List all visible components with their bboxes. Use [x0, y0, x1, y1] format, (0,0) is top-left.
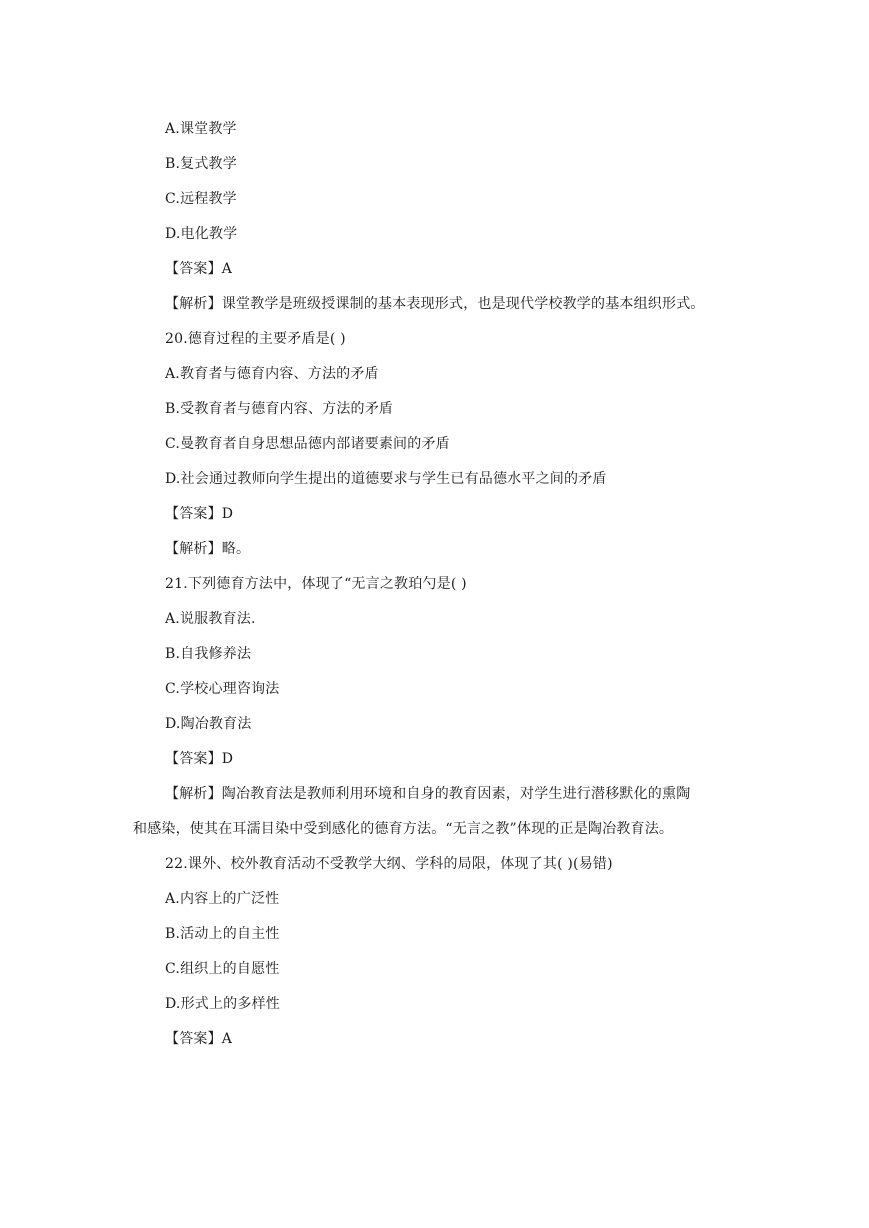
q21-option-b: B.自我修养法 — [165, 646, 252, 662]
q19-answer: 【答案】A — [165, 261, 233, 277]
q22-question: 22.课外、校外教育活动不受教学大纲、学科的局限，体现了其( )(易错) — [165, 856, 613, 872]
q20-question: 20.德育过程的主要矛盾是( ) — [165, 331, 346, 347]
q22-answer: 【答案】A — [165, 1031, 233, 1047]
q22-option-c: C.组织上的自愿性 — [165, 961, 280, 977]
q20-option-c: C.曼教育者自身思想品德内部诸要素间的矛盾 — [165, 436, 450, 452]
q19-option-b: B.复式教学 — [165, 156, 237, 172]
q20-option-d: D.社会通过教师向学生提出的道德要求与学生已有品德水平之间的矛盾 — [165, 471, 607, 487]
q21-explanation-line2: 和感染，使其在耳濡目染中受到感化的德育方法。“无言之教”体现的正是陶冶教育法。 — [133, 821, 674, 837]
q21-question: 21.下列德育方法中，体现了“无言之教珀勺是( ) — [165, 576, 467, 592]
q21-explanation-line1: 【解析】陶冶教育法是教师利用环境和自身的教育因素，对学生进行潜移默化的熏陶 — [165, 786, 691, 802]
q21-answer: 【答案】D — [165, 751, 234, 767]
q22-option-b: B.活动上的自主性 — [165, 926, 280, 942]
q21-option-d: D.陶冶教育法 — [165, 716, 252, 732]
q20-option-a: A.教育者与德育内容、方法的矛盾 — [165, 366, 379, 382]
q21-option-c: C.学校心理咨询法 — [165, 681, 280, 697]
q19-explanation: 【解析】课堂教学是班级授课制的基本表现形式，也是现代学校教学的基本组织形式。 — [165, 296, 705, 312]
q20-answer: 【答案】D — [165, 506, 234, 522]
q20-option-b: B.受教育者与德育内容、方法的矛盾 — [165, 401, 394, 417]
q20-explanation: 【解析】略。 — [165, 541, 251, 557]
q22-option-d: D.形式上的多样性 — [165, 996, 280, 1012]
q19-option-a: A.课堂教学 — [165, 121, 237, 137]
q19-option-c: C.远程教学 — [165, 191, 237, 207]
q21-option-a: A.说服教育法. — [165, 611, 256, 627]
q19-option-d: D.电化教学 — [165, 226, 238, 242]
q22-option-a: A.内容上的广泛性 — [165, 891, 280, 907]
